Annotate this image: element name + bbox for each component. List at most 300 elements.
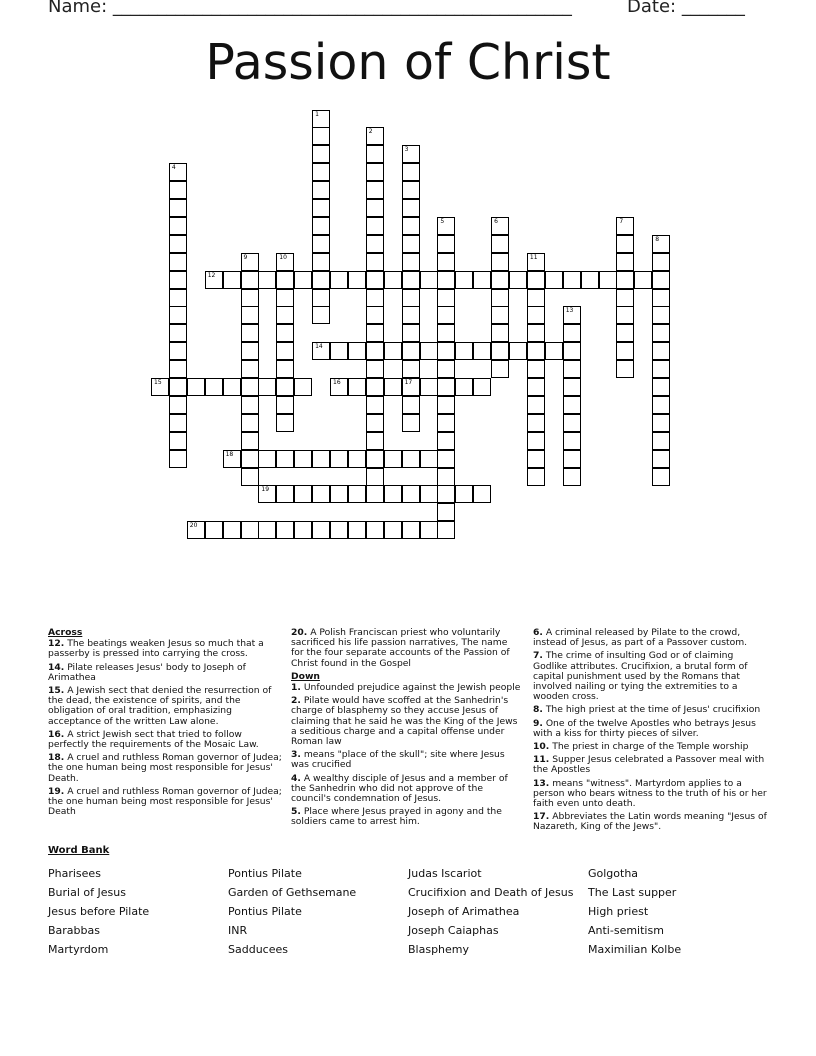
grid-cell[interactable] (276, 289, 294, 307)
cell-number: 6 (494, 217, 498, 225)
grid-cell[interactable] (276, 414, 294, 432)
grid-cell[interactable] (616, 342, 634, 360)
clue-across-12 (48, 639, 283, 659)
clue-down-2 (291, 696, 521, 747)
grid-cell[interactable] (312, 110, 330, 128)
grid-cell[interactable] (437, 396, 455, 414)
grid-cell[interactable] (491, 217, 509, 235)
grid-cell[interactable] (366, 235, 384, 253)
grid-cell[interactable] (616, 360, 634, 378)
grid-cell[interactable] (366, 306, 384, 324)
grid-cell[interactable] (384, 521, 402, 539)
grid-cell[interactable] (563, 450, 581, 468)
word-bank-item: Golgotha (588, 867, 639, 880)
grid-cell[interactable] (294, 450, 312, 468)
word-bank-item: Anti-semitism (588, 924, 664, 937)
word-bank-item: Crucifixion and Death of Jesus (408, 886, 574, 899)
grid-cell[interactable] (616, 306, 634, 324)
grid-cell[interactable] (527, 253, 545, 271)
grid-cell[interactable] (330, 342, 348, 360)
grid-cell[interactable] (473, 342, 491, 360)
grid-cell[interactable] (169, 163, 187, 181)
grid-cell[interactable] (348, 342, 366, 360)
across-heading: Across (48, 627, 83, 638)
grid-cell[interactable] (366, 450, 384, 468)
word-bank-item: Judas Iscariot (408, 867, 482, 880)
grid-cell[interactable] (420, 521, 438, 539)
date-blank: _______ (681, 0, 745, 17)
grid-cell[interactable] (563, 414, 581, 432)
grid-cell[interactable] (652, 324, 670, 342)
grid-cell[interactable] (473, 271, 491, 289)
clue-text: A cruel and ruthless Roman governor of Judea; the one human being most responsible for Jesus' Death (48, 785, 282, 818)
grid-cell[interactable] (348, 485, 366, 503)
grid-cell[interactable] (366, 396, 384, 414)
grid-cell[interactable] (169, 253, 187, 271)
clues-column-1 (48, 628, 283, 820)
clue-across-19 (48, 787, 283, 818)
grid-cell[interactable] (491, 342, 509, 360)
grid-cell[interactable] (437, 217, 455, 235)
grid-cell[interactable] (366, 468, 384, 486)
grid-cell[interactable] (384, 378, 402, 396)
grid-cell[interactable] (276, 271, 294, 289)
grid-cell[interactable] (169, 360, 187, 378)
name-blank: ___________________________________________________ (112, 0, 572, 17)
grid-cell[interactable] (312, 199, 330, 217)
grid-cell[interactable] (402, 289, 420, 307)
grid-cell[interactable] (348, 450, 366, 468)
grid-cell[interactable] (294, 521, 312, 539)
name-label: Name: (48, 0, 108, 17)
grid-cell[interactable] (169, 235, 187, 253)
grid-cell[interactable] (348, 271, 366, 289)
grid-cell[interactable] (366, 432, 384, 450)
grid-cell[interactable] (437, 342, 455, 360)
grid-cell[interactable] (473, 485, 491, 503)
grid-cell[interactable] (366, 414, 384, 432)
grid-cell[interactable] (455, 271, 473, 289)
clue-text: Abbreviates the Latin words meaning "Jesus of Nazareth, King of the Jews". (533, 811, 767, 833)
grid-cell[interactable] (527, 271, 545, 289)
grid-cell[interactable] (437, 289, 455, 307)
grid-cell[interactable] (455, 342, 473, 360)
grid-cell[interactable] (169, 217, 187, 235)
grid-cell[interactable] (384, 342, 402, 360)
grid-cell[interactable] (312, 181, 330, 199)
grid-cell[interactable] (366, 378, 384, 396)
grid-cell[interactable] (652, 450, 670, 468)
grid-cell[interactable] (491, 235, 509, 253)
grid-cell[interactable] (420, 450, 438, 468)
grid-cell[interactable] (491, 324, 509, 342)
grid-cell[interactable] (652, 360, 670, 378)
grid-cell[interactable] (366, 181, 384, 199)
cell-number: 11 (529, 253, 538, 261)
cell-number: 15 (154, 379, 162, 386)
grid-cell[interactable] (241, 468, 259, 486)
grid-cell[interactable] (366, 324, 384, 342)
grid-cell[interactable] (420, 271, 438, 289)
grid-cell[interactable] (169, 342, 187, 360)
grid-cell[interactable] (241, 432, 259, 450)
grid-cell[interactable] (437, 468, 455, 486)
grid-cell[interactable] (348, 378, 366, 396)
clue-text: A cruel and ruthless Roman governor of Judea; the one human being most responsible for Jesus' Death. (48, 752, 282, 784)
word-bank-item: Garden of Gethsemane (228, 886, 357, 899)
grid-cell[interactable] (437, 485, 455, 503)
grid-cell[interactable] (437, 414, 455, 432)
grid-cell[interactable] (491, 360, 509, 378)
grid-cell[interactable] (169, 378, 187, 396)
grid-cell[interactable] (312, 342, 330, 360)
grid-cell[interactable] (402, 360, 420, 378)
grid-cell[interactable] (169, 396, 187, 414)
grid-cell[interactable] (366, 253, 384, 271)
grid-cell[interactable] (276, 360, 294, 378)
grid-cell[interactable] (527, 289, 545, 307)
grid-cell[interactable] (276, 485, 294, 503)
grid-cell[interactable] (169, 289, 187, 307)
cell-number: 17 (404, 379, 413, 386)
grid-cell[interactable] (205, 378, 223, 396)
grid-cell[interactable] (223, 521, 241, 539)
grid-cell[interactable] (348, 521, 366, 539)
grid-cell[interactable] (437, 253, 455, 271)
grid-cell[interactable] (402, 145, 420, 163)
grid-cell[interactable] (527, 396, 545, 414)
grid-cell[interactable] (563, 271, 581, 289)
grid-cell[interactable] (527, 306, 545, 324)
grid-cell[interactable] (563, 396, 581, 414)
grid-cell[interactable] (402, 253, 420, 271)
clue-text: The priest in charge of the Temple worship (552, 741, 749, 753)
word-bank-item: High priest (588, 905, 649, 918)
grid-cell[interactable] (652, 396, 670, 414)
grid-cell[interactable] (491, 306, 509, 324)
grid-cell[interactable] (402, 414, 420, 432)
grid-cell[interactable] (241, 360, 259, 378)
grid-cell[interactable] (312, 163, 330, 181)
grid-cell[interactable] (581, 271, 599, 289)
grid-cell[interactable] (294, 271, 312, 289)
grid-cell[interactable] (312, 306, 330, 324)
clue-num: 10. (533, 741, 550, 753)
grid-cell[interactable] (402, 521, 420, 539)
grid-cell[interactable] (437, 450, 455, 468)
cell-number: 7 (619, 217, 624, 225)
grid-cell[interactable] (223, 271, 241, 289)
grid-cell[interactable] (634, 271, 652, 289)
grid-cell[interactable] (616, 271, 634, 289)
clue-down-11 (533, 755, 768, 775)
grid-cell[interactable] (151, 378, 169, 396)
grid-cell[interactable] (402, 306, 420, 324)
cell-number: 18 (225, 450, 234, 458)
grid-cell[interactable] (330, 378, 348, 396)
grid-cell[interactable] (258, 485, 276, 503)
grid-cell[interactable] (437, 378, 455, 396)
grid-cell[interactable] (652, 235, 670, 253)
grid-cell[interactable] (402, 235, 420, 253)
grid-cell[interactable] (241, 450, 259, 468)
grid-cell[interactable] (402, 342, 420, 360)
grid-cell[interactable] (616, 324, 634, 342)
clue-across-15 (48, 686, 283, 727)
word-bank-item: Joseph Caiaphas (408, 924, 499, 937)
grid-cell[interactable] (599, 271, 617, 289)
grid-cell[interactable] (276, 253, 294, 271)
grid-cell[interactable] (545, 271, 563, 289)
grid-cell[interactable] (366, 521, 384, 539)
grid-cell[interactable] (509, 271, 527, 289)
grid-cell[interactable] (312, 145, 330, 163)
grid-cell[interactable] (437, 306, 455, 324)
grid-cell[interactable] (563, 468, 581, 486)
grid-cell[interactable] (241, 414, 259, 432)
grid-cell[interactable] (402, 396, 420, 414)
clue-down-4 (291, 774, 521, 805)
grid-cell[interactable] (527, 450, 545, 468)
grid-cell[interactable] (241, 289, 259, 307)
word-bank-item: Maximilian Kolbe (588, 943, 682, 956)
grid-cell[interactable] (527, 342, 545, 360)
grid-cell[interactable] (616, 289, 634, 307)
clue-down-3 (291, 750, 521, 770)
clues-column-2 (291, 628, 521, 831)
grid-cell[interactable] (437, 521, 455, 539)
grid-cell[interactable] (205, 271, 223, 289)
clue-num: 16. (48, 728, 65, 740)
clue-num: 3. (291, 749, 301, 761)
grid-cell[interactable] (366, 127, 384, 145)
grid-cell[interactable] (276, 342, 294, 360)
grid-cell[interactable] (616, 253, 634, 271)
clue-text: Pilate would have scoffed at the Sanhedrin's charge of blasphemy so they accuse Jesus of claiming that he said he was the King of the Jews a seditious charge and a capital offense under Roman law (291, 695, 518, 748)
grid-cell[interactable] (169, 271, 187, 289)
grid-cell[interactable] (276, 378, 294, 396)
clue-down-10 (533, 742, 768, 752)
grid-cell[interactable] (545, 342, 563, 360)
grid-cell[interactable] (437, 235, 455, 253)
grid-cell[interactable] (241, 306, 259, 324)
grid-cell[interactable] (366, 289, 384, 307)
grid-cell[interactable] (276, 306, 294, 324)
grid-cell[interactable] (312, 127, 330, 145)
grid-cell[interactable] (455, 378, 473, 396)
grid-cell[interactable] (527, 378, 545, 396)
grid-cell[interactable] (241, 521, 259, 539)
grid-cell[interactable] (616, 235, 634, 253)
grid-cell[interactable] (330, 271, 348, 289)
grid-cell[interactable] (169, 199, 187, 217)
grid-cell[interactable] (241, 271, 259, 289)
grid-cell[interactable] (652, 378, 670, 396)
grid-cell[interactable] (563, 306, 581, 324)
word-bank-item: INR (228, 924, 248, 937)
grid-cell[interactable] (330, 450, 348, 468)
grid-cell[interactable] (652, 306, 670, 324)
grid-cell[interactable] (276, 324, 294, 342)
grid-cell[interactable] (652, 289, 670, 307)
grid-cell[interactable] (402, 450, 420, 468)
grid-cell[interactable] (455, 485, 473, 503)
grid-cell[interactable] (527, 432, 545, 450)
grid-cell[interactable] (527, 414, 545, 432)
grid-cell[interactable] (205, 521, 223, 539)
grid-cell[interactable] (563, 432, 581, 450)
grid-cell[interactable] (437, 271, 455, 289)
grid-cell[interactable] (312, 485, 330, 503)
grid-cell[interactable] (169, 414, 187, 432)
grid-cell[interactable] (420, 342, 438, 360)
clue-num: 6. (533, 627, 543, 638)
grid-cell[interactable] (169, 181, 187, 199)
grid-cell[interactable] (366, 342, 384, 360)
grid-cell[interactable] (437, 360, 455, 378)
grid-cell[interactable] (491, 271, 509, 289)
grid-cell[interactable] (276, 521, 294, 539)
grid-cell[interactable] (652, 414, 670, 432)
word-bank-item: Blasphemy (408, 943, 470, 956)
grid-cell[interactable] (366, 199, 384, 217)
grid-cell[interactable] (420, 485, 438, 503)
grid-cell[interactable] (491, 289, 509, 307)
cell-number: 19 (261, 486, 270, 494)
grid-cell[interactable] (563, 324, 581, 342)
clue-text: means "witness". Martyrdom applies to a person who bears witness to the truth of his or her faith even unto death. (533, 777, 767, 810)
grid-cell[interactable] (437, 432, 455, 450)
word-bank-column-1 (48, 864, 149, 959)
clue-down-9 (533, 719, 768, 739)
clue-text: means "place of the skull"; site where Jesus was crucified (291, 749, 505, 771)
clue-num: 15. (48, 685, 65, 697)
grid-cell[interactable] (402, 378, 420, 396)
cell-number: 5 (440, 217, 445, 225)
grid-cell[interactable] (366, 271, 384, 289)
grid-cell[interactable] (563, 378, 581, 396)
word-bank-heading: Word Bank (48, 845, 110, 856)
grid-cell[interactable] (241, 253, 259, 271)
cell-number: 8 (655, 235, 660, 243)
grid-cell[interactable] (294, 485, 312, 503)
grid-cell[interactable] (563, 342, 581, 360)
word-bank-item: Sadducees (228, 943, 288, 956)
clue-num: 2. (291, 695, 301, 707)
clue-num: 4. (291, 772, 301, 784)
grid-cell[interactable] (366, 163, 384, 181)
date-label: Date: (627, 0, 677, 17)
grid-cell[interactable] (652, 342, 670, 360)
grid-cell[interactable] (652, 271, 670, 289)
grid-cell[interactable] (527, 360, 545, 378)
grid-cell[interactable] (366, 485, 384, 503)
grid-cell[interactable] (652, 432, 670, 450)
grid-cell[interactable] (312, 521, 330, 539)
grid-cell[interactable] (241, 324, 259, 342)
grid-cell[interactable] (276, 396, 294, 414)
grid-cell[interactable] (294, 378, 312, 396)
grid-cell[interactable] (402, 163, 420, 181)
grid-cell[interactable] (258, 450, 276, 468)
grid-cell[interactable] (312, 450, 330, 468)
clue-num: 13. (533, 777, 550, 789)
grid-cell[interactable] (437, 324, 455, 342)
grid-cell[interactable] (402, 217, 420, 235)
grid-cell[interactable] (312, 253, 330, 271)
grid-cell[interactable] (437, 503, 455, 521)
grid-cell[interactable] (276, 450, 294, 468)
grid-cell[interactable] (402, 271, 420, 289)
grid-cell[interactable] (491, 253, 509, 271)
grid-cell[interactable] (312, 289, 330, 307)
grid-cell[interactable] (258, 521, 276, 539)
grid-cell[interactable] (473, 378, 491, 396)
word-bank-item: Pontius Pilate (228, 867, 302, 880)
word-bank-column-4 (588, 864, 681, 959)
grid-cell[interactable] (652, 253, 670, 271)
grid-cell[interactable] (402, 485, 420, 503)
grid-cell[interactable] (312, 271, 330, 289)
grid-cell[interactable] (312, 235, 330, 253)
grid-cell[interactable] (384, 271, 402, 289)
grid-cell[interactable] (169, 324, 187, 342)
grid-cell[interactable] (241, 342, 259, 360)
grid-cell[interactable] (384, 450, 402, 468)
grid-cell[interactable] (187, 378, 205, 396)
grid-cell[interactable] (563, 360, 581, 378)
grid-cell[interactable] (169, 432, 187, 450)
grid-cell[interactable] (527, 324, 545, 342)
grid-cell[interactable] (402, 324, 420, 342)
cell-number: 14 (315, 343, 323, 351)
grid-cell[interactable] (187, 521, 205, 539)
grid-cell[interactable] (330, 521, 348, 539)
grid-cell[interactable] (223, 450, 241, 468)
cell-number: 16 (333, 379, 341, 386)
grid-cell[interactable] (420, 378, 438, 396)
grid-cell[interactable] (258, 378, 276, 396)
grid-cell[interactable] (366, 217, 384, 235)
word-bank-item: Jesus before Pilate (48, 905, 150, 918)
grid-cell[interactable] (169, 306, 187, 324)
clue-text: Unfounded prejudice against the Jewish people (303, 682, 521, 694)
grid-cell[interactable] (527, 468, 545, 486)
clue-num: 8. (533, 704, 543, 716)
grid-cell[interactable] (402, 199, 420, 217)
grid-cell[interactable] (330, 485, 348, 503)
grid-cell[interactable] (169, 450, 187, 468)
clue-down-17 (533, 812, 768, 832)
grid-cell[interactable] (312, 217, 330, 235)
clue-across-16 (48, 730, 283, 750)
clue-down-7 (533, 651, 768, 702)
clue-num: 12. (48, 638, 65, 650)
clue-text: A wealthy disciple of Jesus and a member of the Sanhedrin who did not approve of the council's condemnation of Jesus. (291, 772, 508, 805)
grid-cell[interactable] (402, 181, 420, 199)
grid-cell[interactable] (366, 145, 384, 163)
grid-cell[interactable] (366, 360, 384, 378)
grid-cell[interactable] (616, 217, 634, 235)
grid-cell[interactable] (223, 378, 241, 396)
grid-cell[interactable] (258, 271, 276, 289)
grid-cell[interactable] (241, 378, 259, 396)
grid-cell[interactable] (384, 485, 402, 503)
grid-cell[interactable] (509, 342, 527, 360)
cell-number: 3 (404, 146, 409, 154)
grid-cell[interactable] (652, 468, 670, 486)
grid-cell[interactable] (241, 396, 259, 414)
